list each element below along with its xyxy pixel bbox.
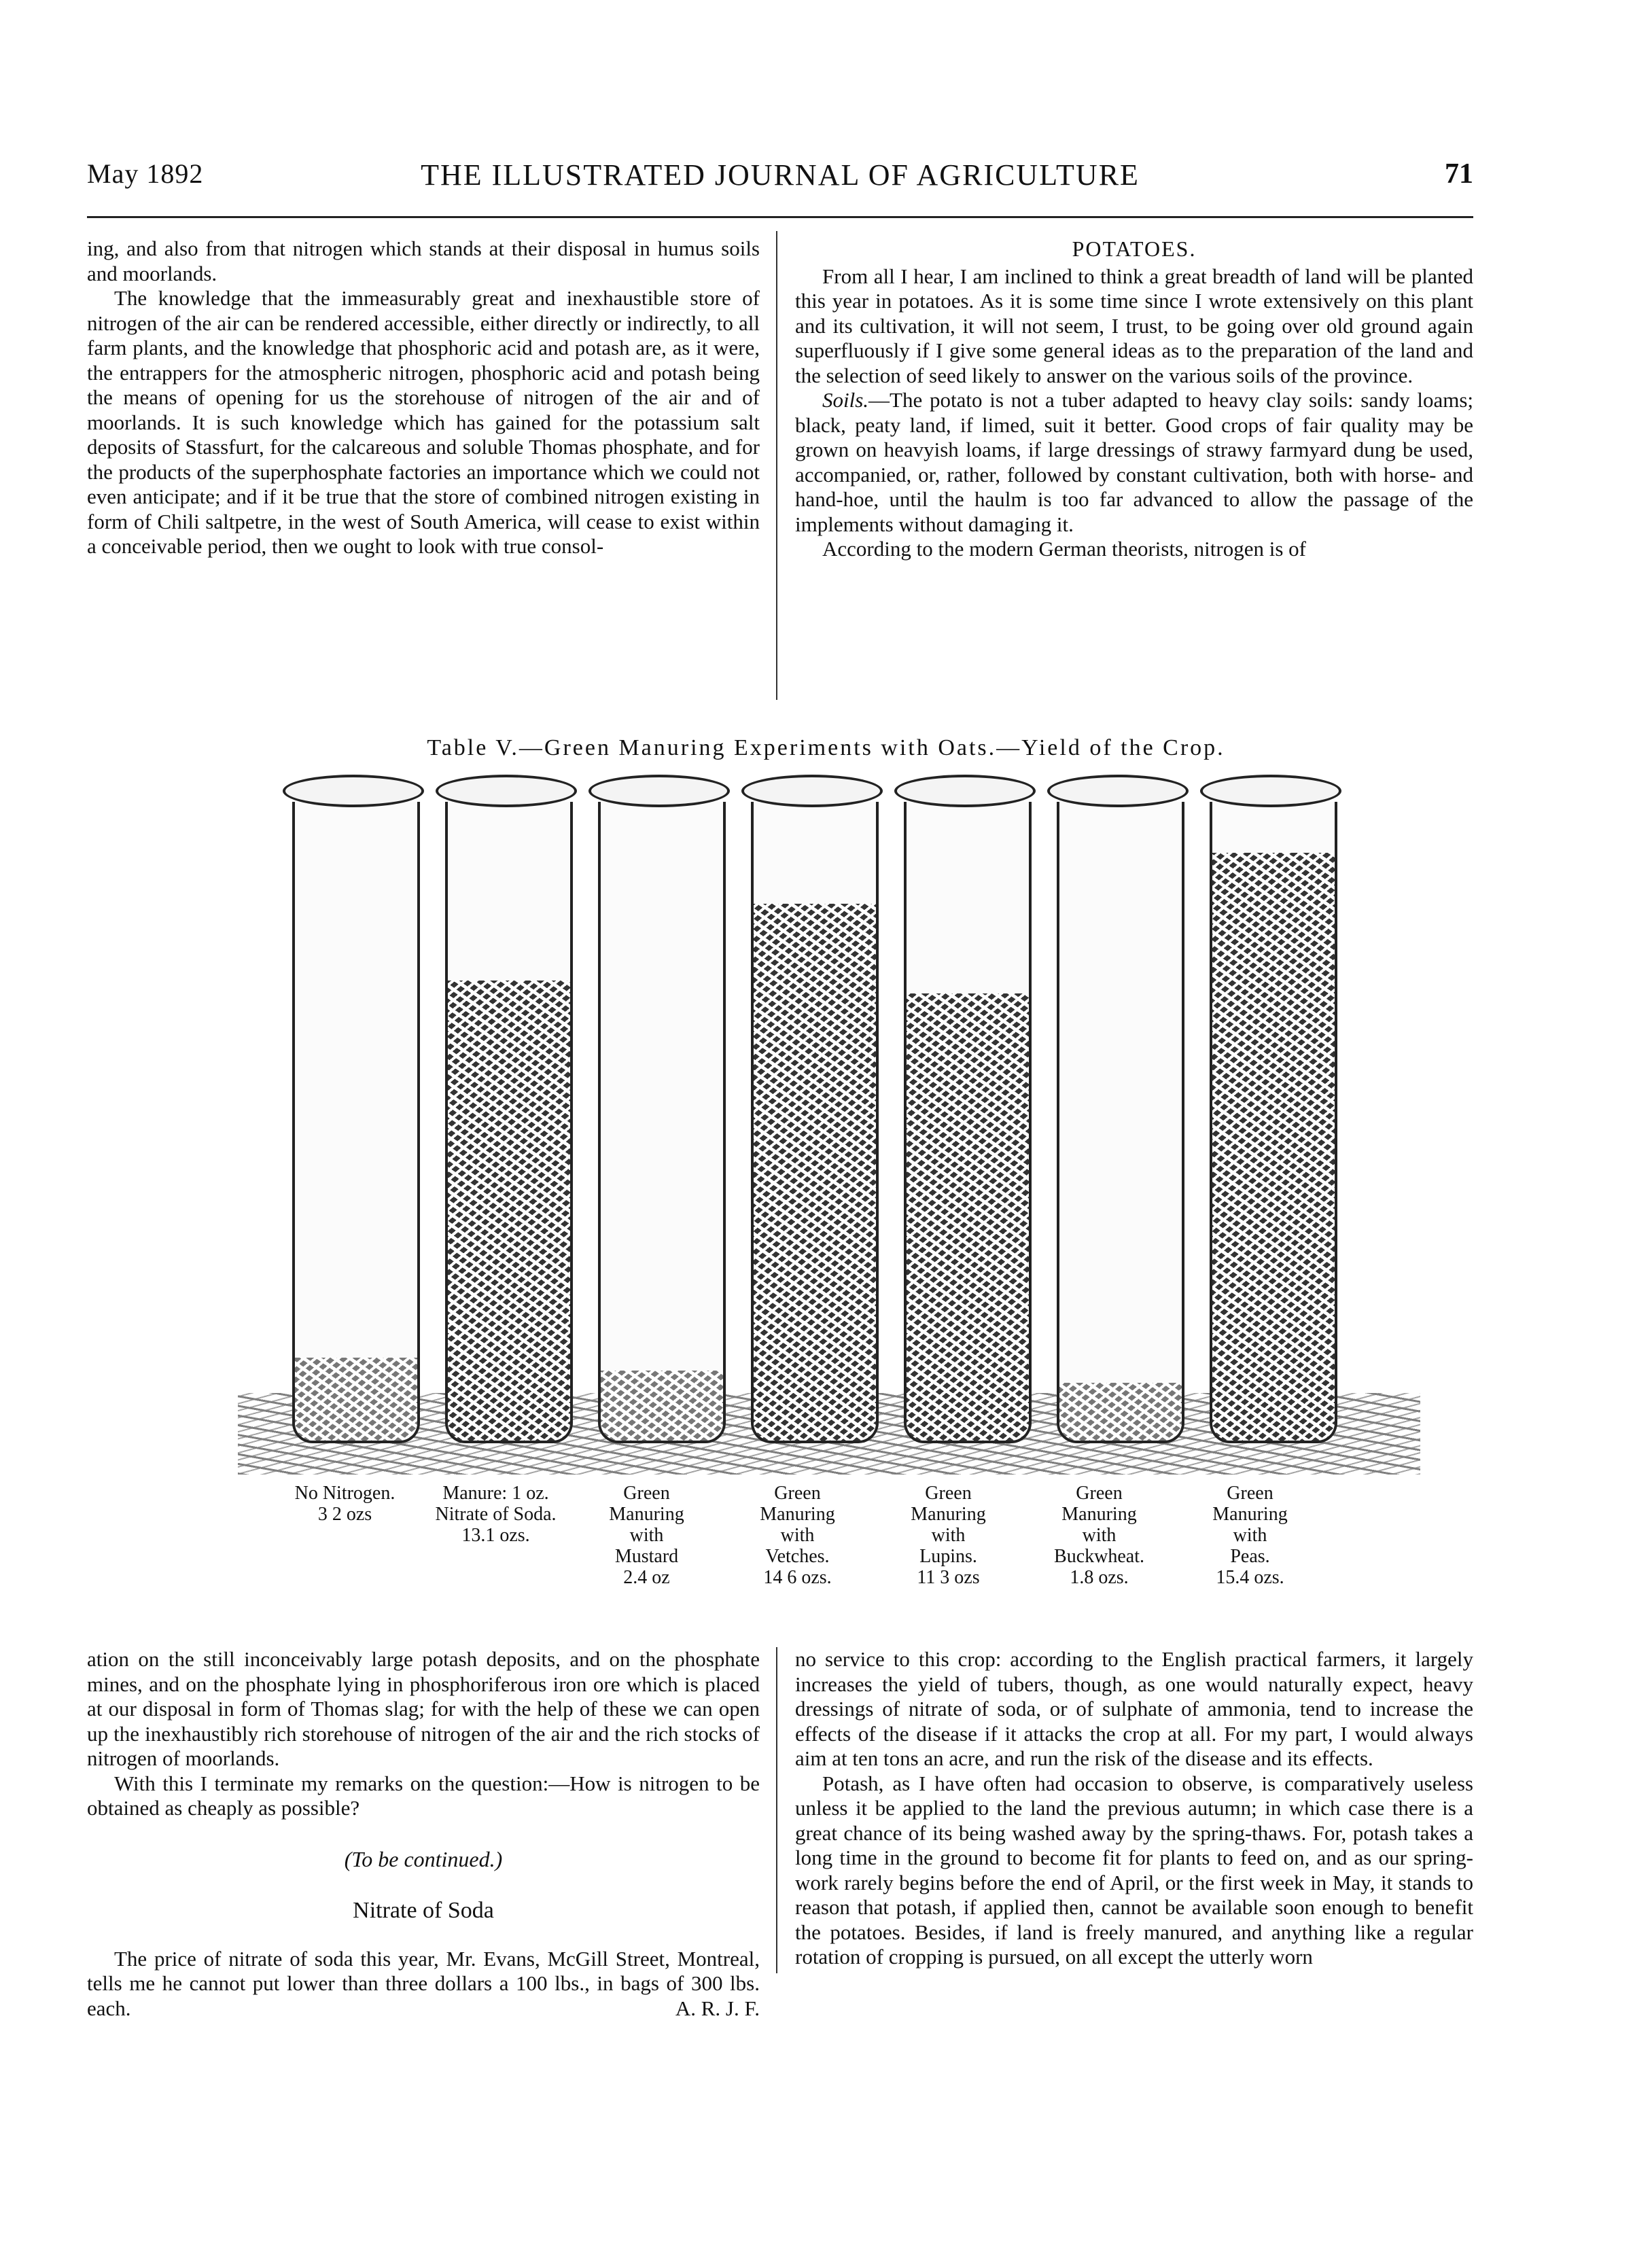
tube-rim — [894, 775, 1036, 807]
paragraph: ation on the still inconceivably large potash deposits, and on the phosphate mines, and on the phosphate lying in phosphoriferous iron ore which is placed at our disposal in form of Thomas slag; for with the help of these we can open up the inexhaustibly rich storehouse of nitrogen of the air and the rich stocks of nitrogen of moorlands. — [87, 1647, 760, 1770]
oat-yield-figure — [245, 775, 1413, 1475]
label-line: Manuring — [911, 1504, 986, 1525]
label-line: 13.1 ozs. — [461, 1525, 530, 1546]
label-line: with — [931, 1525, 966, 1546]
tube-label — [574, 1483, 720, 1588]
label-line: Manure: 1 oz. — [442, 1483, 549, 1504]
column-bottom-left — [87, 1647, 760, 2021]
oat-fill — [601, 1371, 723, 1441]
label-line: 1.8 ozs. — [1070, 1567, 1129, 1588]
paragraph: According to the modern German theorists, nitrogen is of — [822, 537, 1306, 561]
tube-label — [1026, 1483, 1172, 1588]
tube-rim — [588, 775, 730, 807]
label-line: Green — [1076, 1483, 1123, 1504]
label-line: Manuring — [609, 1504, 684, 1525]
label-line: No Nitrogen. — [294, 1483, 396, 1504]
tube-label — [1177, 1483, 1323, 1588]
label-line: Lupins. — [919, 1546, 977, 1567]
paragraph: With this I terminate my remarks on the question:—How is nitrogen to be obtained as cheaply as possible? — [87, 1771, 760, 1820]
column-divider-top — [776, 231, 777, 700]
section-heading-potatoes: POTATOES. — [1072, 236, 1197, 261]
table-caption: Table V.—Green Manuring Experiments with Oats.—Yield of the Crop. — [427, 735, 1225, 760]
label-line: Mustard — [614, 1546, 679, 1567]
page-number: 71 — [1445, 158, 1473, 190]
label-line: Nitrate of Soda. — [435, 1504, 557, 1525]
label-line: 15.4 ozs. — [1216, 1567, 1284, 1588]
tube-label — [272, 1483, 418, 1525]
test-tube — [904, 802, 1032, 1443]
paragraph: Potash, as I have often had occasion to observe, is comparatively useless unless it be applied to the land the previous autumn; in which case there is a great chance of its being washed away by the spring-thaws. For, potash takes a long time in the ground to become fit for plants to feed on, and as our spring-work rarely begins before the end of April, or the first week in May, it stands to reason that potash, if applied then, cannot be available soon enough to benefit the potatoes. Besides, if land is freely manured, and anything like a regular rotation of cropping is pursued, on all except the utterly worn — [795, 1771, 1473, 1969]
column-divider-bottom — [776, 1647, 777, 1973]
label-line: Buckwheat. — [1054, 1546, 1144, 1567]
oat-fill — [448, 981, 570, 1441]
oat-fill — [1212, 853, 1335, 1441]
label-line: with — [1233, 1525, 1267, 1546]
label-line: Peas. — [1230, 1546, 1270, 1567]
test-tube — [445, 802, 573, 1443]
label-line: Green — [1227, 1483, 1273, 1504]
paragraph: no service to this crop: according to the English practical farmers, it largely increases the yield of tubers, though, as one would naturally expect, heavy dressings of nitrate of soda, or of sulphate of ammonia, tend to increase the effects of the disease if it attacks the crop at all. For my part, I would always aim at ten tons an acre, and run the risk of the disease and its effects. — [795, 1647, 1473, 1770]
tube-label — [423, 1483, 569, 1546]
section-heading-nitrate: Nitrate of Soda — [353, 1898, 494, 1923]
label-line: with — [629, 1525, 664, 1546]
run-in-label: Soils. — [822, 388, 869, 412]
paragraph: ing, and also from that nitrogen which stands at their disposal in humus soils and moorlands. — [87, 236, 760, 285]
paragraph-soils — [795, 388, 1473, 537]
journal-title: THE ILLUSTRATED JOURNAL OF AGRICULTURE — [421, 158, 1140, 192]
label-line: Manuring — [1212, 1504, 1288, 1525]
tube-rim — [1047, 775, 1189, 807]
oat-fill — [754, 904, 876, 1441]
label-line: with — [780, 1525, 815, 1546]
label-line: 3 2 ozs — [317, 1504, 372, 1525]
label-line: 2.4 oz — [623, 1567, 670, 1588]
tube-label — [875, 1483, 1021, 1588]
paragraph — [87, 1947, 760, 2022]
tube-rim — [741, 775, 883, 807]
label-line: Manuring — [1061, 1504, 1137, 1525]
to-be-continued: (To be continued.) — [344, 1846, 503, 1871]
test-tube — [598, 802, 726, 1443]
tube-rim — [1200, 775, 1341, 807]
tube-label — [724, 1483, 871, 1588]
label-line: Green — [925, 1483, 972, 1504]
test-tube — [1210, 802, 1337, 1443]
header-date: May 1892 — [87, 158, 204, 189]
label-line: Green — [623, 1483, 670, 1504]
label-line: Green — [774, 1483, 821, 1504]
label-line: Manuring — [760, 1504, 835, 1525]
column-top-left — [87, 236, 760, 559]
header-rule — [87, 216, 1473, 218]
column-top-right — [795, 236, 1473, 562]
author-signature: A. R. J. F. — [675, 1996, 760, 2020]
oat-fill — [907, 993, 1029, 1441]
running-header — [87, 158, 1473, 198]
label-line: 14 6 ozs. — [763, 1567, 832, 1588]
test-tube — [751, 802, 879, 1443]
paragraph-text: —The potato is not a tuber adapted to heavy clay soils: sandy loams; black, peaty land, if limed, suit it better. Good crops of fair quality may be grown on heavyish loams, if large dressings of strawy farmyard dung be used, accompanied, or, rather, followed by constant cultivation, both with horse- and hand-hoe, until the haulm is too far advanced to allow the passage of the implements without damaging it. — [795, 388, 1473, 536]
tube-rim — [283, 775, 424, 807]
paragraph-text: The price of nitrate of soda this year, Mr. Evans, McGill Street, Montreal, tells me he cannot put lower than three dollars a 100 lbs., in bags of 300 lbs. each. — [87, 1946, 760, 2020]
oat-fill — [295, 1358, 417, 1441]
paragraph: The knowledge that the immeasurably great and inexhaustible store of nitrogen of the air can be rendered accessible, either directly or indirectly, to all farm plants, and the knowledge that phosphoric acid and potash are, as it were, the entrappers for the atmospheric nitrogen, phosphoric acid and potash being the means of opening for us the storehouse of nitrogen of the air and of moorlands. It is such knowledge which has gained for the potassium salt deposits of Stassfurt, for the calcareous and soluble Thomas phosphate, and for the products of the superphosphate factories an importance which we could not even anticipate; and if it be true that the store of combined nitrogen existing in form of Chili saltpetre, in the west of South America, will cease to exist within a conceivable period, then we ought to look with true consol- — [87, 286, 760, 558]
test-tube — [292, 802, 420, 1443]
label-line: Vetches. — [765, 1546, 830, 1567]
oat-fill — [1059, 1383, 1182, 1441]
tube-rim — [436, 775, 577, 807]
tube-labels — [272, 1483, 1332, 1619]
label-line: 11 3 ozs — [917, 1567, 980, 1588]
test-tube — [1057, 802, 1184, 1443]
label-line: with — [1082, 1525, 1117, 1546]
paragraph: From all I hear, I am inclined to think a great breadth of land will be planted this year in potatoes. As it is some time since I wrote extensively on this plant and its cultivation, it will not seem, I trust, to be going over old ground again superfluously if I give some general ideas as to the preparation of the land and the selection of seed likely to answer on the various soils of the province. — [795, 264, 1473, 387]
column-bottom-right — [795, 1647, 1473, 1970]
